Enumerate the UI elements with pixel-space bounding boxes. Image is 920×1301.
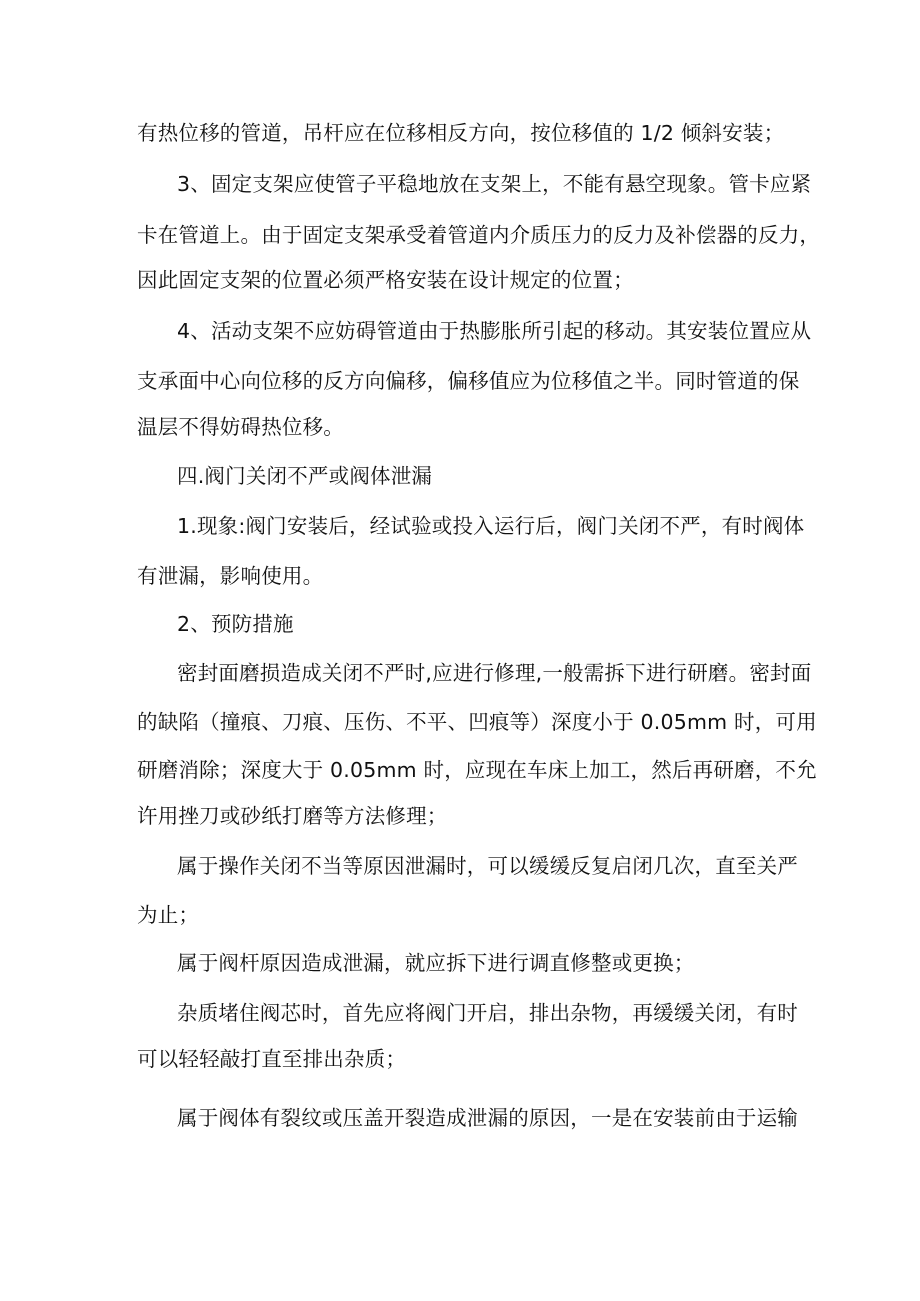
text-line: 4、活动支架不应妨碍管道由于热膨胀所引起的移动。其安装位置应从 bbox=[177, 319, 812, 343]
text-line: 有泄漏，影响使用。 bbox=[137, 564, 324, 588]
text-line: 因此固定支架的位置必须严格安装在设计规定的位置； bbox=[137, 268, 634, 292]
text-line: 许用挫刀或砂纸打磨等方法修理； bbox=[137, 804, 448, 828]
text-line: 支承面中心向位移的反方向偏移，偏移值应为位移值之半。同时管道的保 bbox=[137, 369, 800, 393]
text-line: 有热位移的管道，吊杆应在位移相反方向，按位移值的 1/2 倾斜安装； bbox=[137, 121, 785, 145]
text-line: 可以轻轻敲打直至排出杂质； bbox=[137, 1047, 407, 1071]
text-line: 属于阀体有裂纹或压盖开裂造成泄漏的原因，一是在安装前由于运输 bbox=[177, 1106, 798, 1130]
text-line: 杂质堵住阀芯时，首先应将阀门开启，排出杂物，再缓缓关闭，有时 bbox=[177, 1001, 798, 1025]
text-line: 属于操作关闭不当等原因泄漏时，可以缓缓反复启闭几次，直至关严 bbox=[177, 854, 798, 878]
text-line: 的缺陷（撞痕、刀痕、压伤、不平、凹痕等）深度小于 0.05mm 时，可用 bbox=[137, 710, 817, 734]
text-line: 卡在管道上。由于固定支架承受着管道内介质压力的反力及补偿器的反力， bbox=[137, 223, 821, 247]
text-line: 温层不得妨碍热位移。 bbox=[137, 415, 344, 439]
text-line: 属于阀杆原因造成泄漏，就应拆下进行调直修整或更换； bbox=[177, 951, 695, 975]
text-line: 为止； bbox=[137, 903, 200, 927]
text-line: 研磨消除；深度大于 0.05mm 时，应现在车床上加工，然后再研磨，不允 bbox=[137, 758, 817, 782]
text-line: 密封面磨损造成关闭不严时,应进行修理,一般需拆下进行研磨。密封面 bbox=[177, 661, 812, 685]
section-heading: 四.阀门关闭不严或阀体泄漏 bbox=[177, 464, 433, 488]
subsection-heading: 2、预防措施 bbox=[177, 612, 294, 636]
text-line: 3、固定支架应使管子平稳地放在支架上，不能有悬空现象。管卡应紧 bbox=[177, 172, 812, 196]
text-line: 1.现象:阀门安装后，经试验或投入运行后，阀门关闭不严，有时阀体 bbox=[177, 514, 805, 538]
